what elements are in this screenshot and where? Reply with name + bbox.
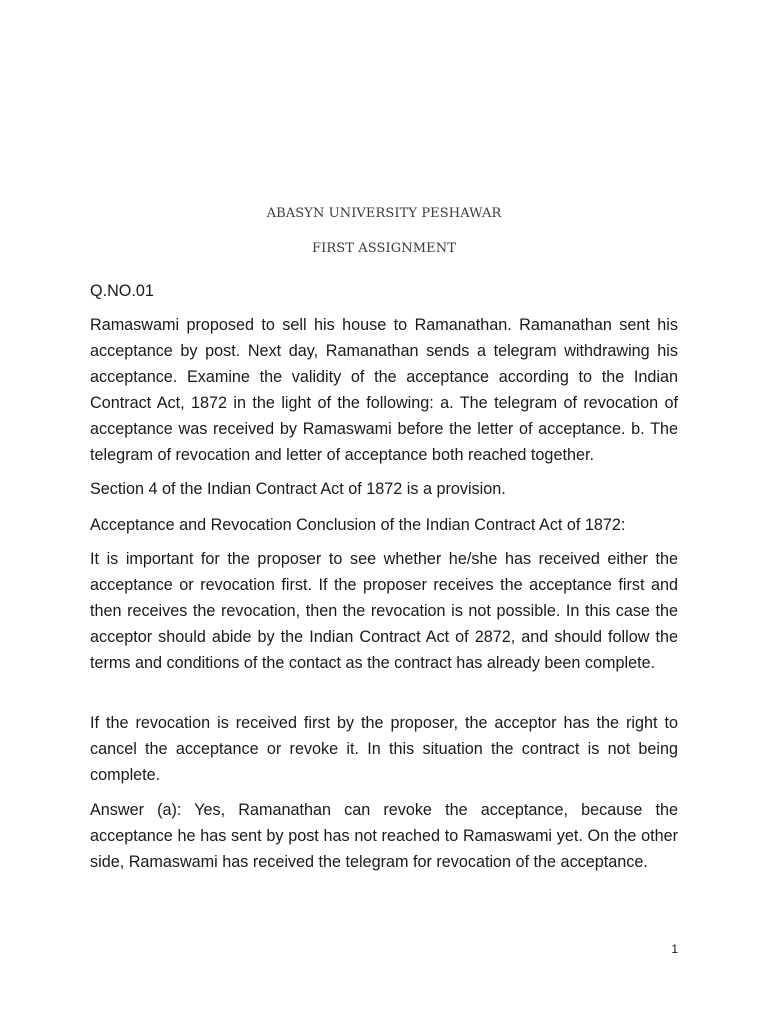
paragraph-revocation-first: If the revocation is received first by the proposer, the acceptor has the right to cancel the acceptance or revoke it. In this situation the contract is not being complete.	[90, 714, 678, 784]
assignment-heading: FIRST ASSIGNMENT	[312, 241, 456, 256]
university-heading: ABASYN UNIVERSITY PESHAWAR	[266, 206, 502, 221]
question-number: Q.NO.01	[90, 282, 154, 300]
paragraph-section-4: Section 4 of the Indian Contract Act of 1872 is a provision.	[90, 480, 506, 498]
question-text: Ramaswami proposed to sell his house to Ramanathan. Ramanathan sent his acceptance by post. Next day, Ramanathan sends a telegram withdrawing his acceptance. Examine the validity of the acceptance according to the Indian Contract Act, 1872 in the light of the following: a. The telegram of revocation of acceptance was received by Ramaswami before the letter of acceptance. b. The telegram of revocation and letter of acceptance both reached together.	[90, 316, 678, 464]
page-number: 1	[671, 942, 678, 956]
paragraph-proposer-check: It is important for the proposer to see whether he/she has received either the acceptance or revocation first. If the proposer receives the acceptance first and then receives the revocation, then the revocation is not possible. In this case the acceptor should abide by the Indian Contract Act of 2872, and should follow the terms and conditions of the contact as the contract has already been complete.	[90, 550, 678, 672]
paragraph-answer-a: Answer (a): Yes, Ramanathan can revoke the acceptance, because the acceptance he has sent by post has not reached to Ramaswami yet. On the other side, Ramaswami has received the telegram for revocation of the acceptance.	[90, 801, 678, 871]
paragraph-acceptance-revocation: Acceptance and Revocation Conclusion of the Indian Contract Act of 1872:	[90, 516, 626, 534]
